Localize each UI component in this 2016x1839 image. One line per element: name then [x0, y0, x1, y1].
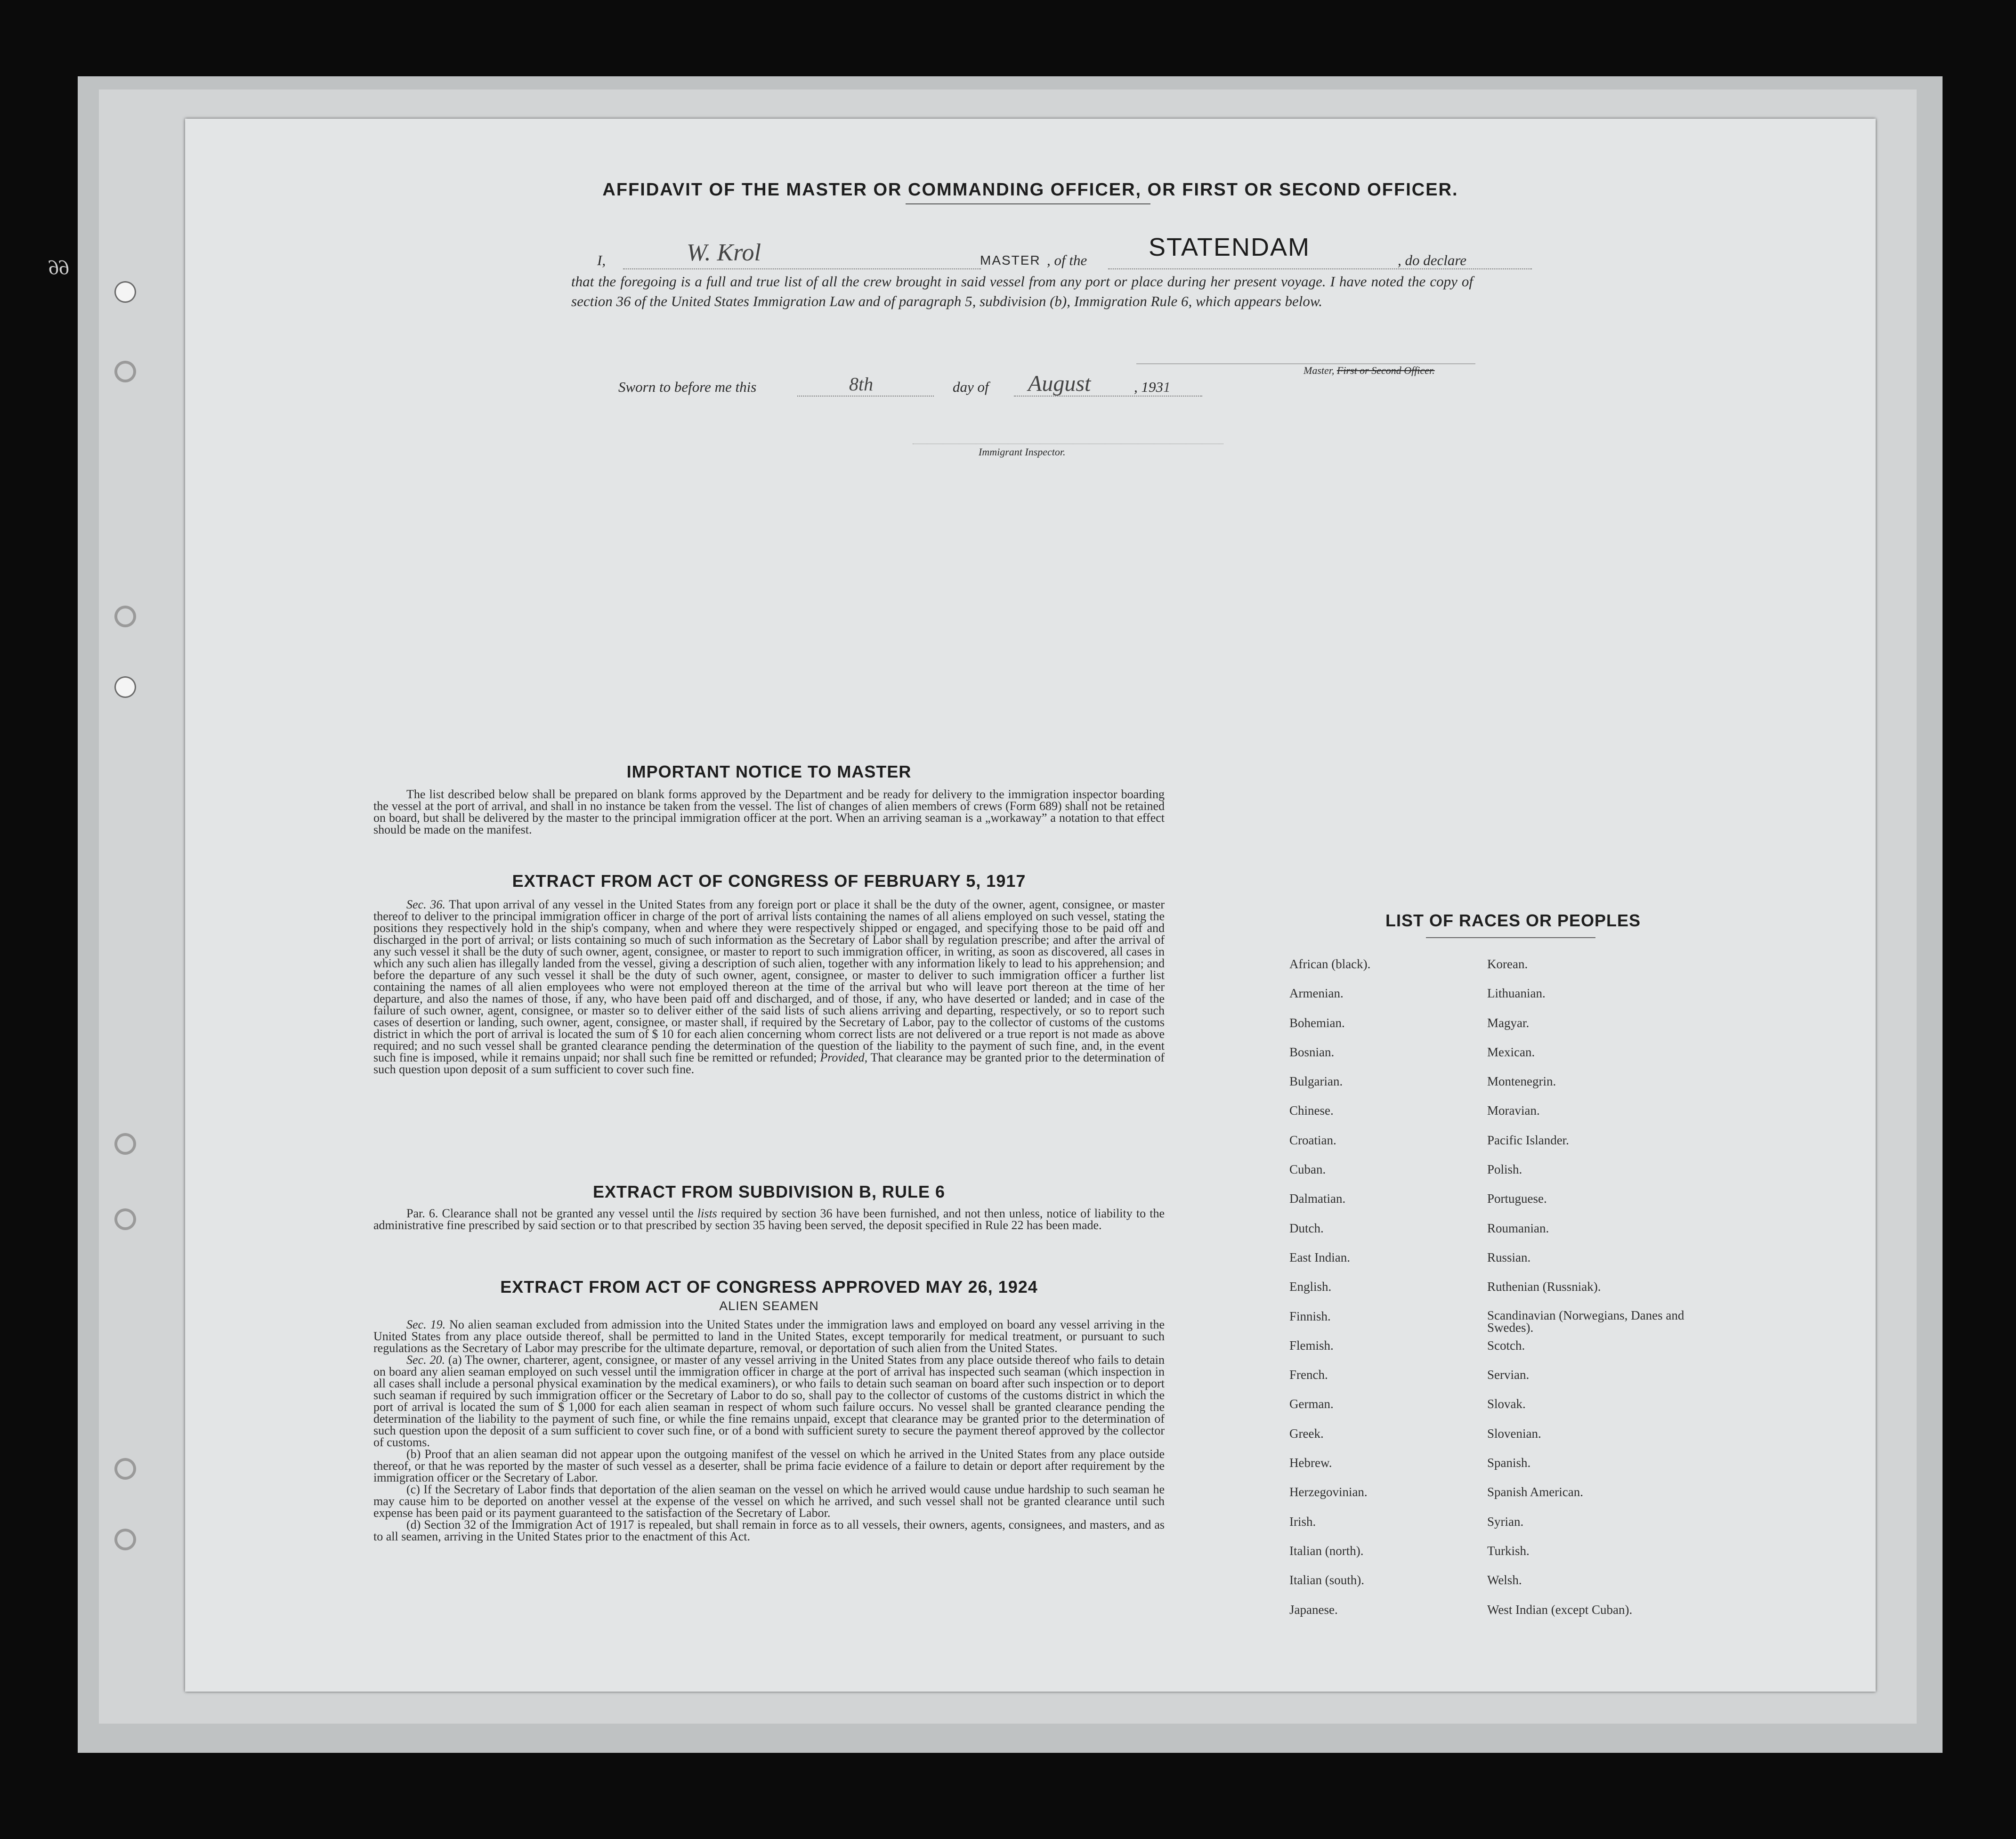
race-item: Flemish. — [1289, 1338, 1334, 1353]
rule-6-text-b: required by section 36 have been furnished, and not then unless, notice of liability to the administrative fine prescribed by said section or to that prescribed by section 35 having been served, the deposit specified in Rule 22 has been made. — [373, 1207, 1165, 1232]
race-item: Bosnian. — [1289, 1045, 1335, 1059]
binder-ring — [117, 1136, 133, 1152]
inspector-caption: Immigrant Inspector. — [979, 446, 1066, 458]
race-item: Bulgarian. — [1289, 1074, 1343, 1089]
year-suffix: 1 — [1163, 379, 1171, 395]
section-20-label: Sec. 20. — [406, 1353, 445, 1367]
race-item: Dalmatian. — [1289, 1191, 1346, 1206]
race-item: Mexican. — [1487, 1045, 1535, 1059]
vessel-name: STATENDAM — [1149, 233, 1311, 261]
sworn-day: 8th — [849, 373, 874, 395]
race-item: Scandinavian (Norwegians, Danes and Swedes). — [1487, 1308, 1684, 1335]
race-item: German. — [1289, 1397, 1334, 1411]
sworn-month: August — [1028, 371, 1091, 396]
extract-1924-text — [373, 1319, 1165, 1542]
master-caption-text: Master, — [1304, 365, 1335, 376]
extract-1924-title: EXTRACT FROM ACT OF CONGRESS APPROVED MAY 26, 1924 — [500, 1277, 1038, 1296]
races-right-column — [1487, 957, 1690, 1632]
binder-hole — [114, 676, 136, 698]
rule-6-text-a: Par. 6. Clearance shall not be granted any vessel until the — [406, 1207, 694, 1220]
race-item: Ruthenian (Russniak). — [1487, 1280, 1601, 1294]
binder-ring — [117, 1211, 133, 1227]
race-item: Spanish. — [1487, 1456, 1531, 1470]
section-20b: (b) Proof that an alien seaman did not appear upon the outgoing manifest of the vessel on which he arrived in the United States from any place outside thereof, or that he was reported by the master of such vessel as a deserter, shall be prima facie evidence of a failure to detain or deport after requirement by the immigration officer or the Secretary of Labor. — [373, 1447, 1165, 1484]
day-of-label: day of — [953, 379, 989, 395]
race-item: Pacific Islander. — [1487, 1133, 1569, 1147]
race-item: Welsh. — [1487, 1573, 1522, 1588]
races-left-column — [1289, 957, 1478, 1632]
struck-officer-text: First or Second Officer. — [1336, 365, 1435, 376]
binder-ring — [117, 1461, 133, 1477]
binder-ring — [117, 1531, 133, 1547]
extract-1917-title: EXTRACT FROM ACT OF CONGRESS OF FEBRUARY 5, 1917 — [512, 871, 1026, 891]
section-19-body: No alien seaman excluded from admission into the United States under the immigration laws and employed on board any vessel arriving in the United States from any place outside thereof, shall be permitted to land in the United States, except temporarily for medical treatment, or pursuant to such regulations as the Secretary of Labor may prescribe for the ultimate departure, removal, or deportation of such alien from the United States. — [373, 1318, 1165, 1355]
race-item: Chinese. — [1289, 1103, 1334, 1118]
race-item: English. — [1289, 1280, 1332, 1294]
race-item: Japanese. — [1289, 1602, 1338, 1617]
vessel-line — [1108, 268, 1532, 269]
year-prefix: , 193 — [1134, 379, 1163, 395]
race-item: Syrian. — [1487, 1514, 1524, 1529]
provided-label: Provided, — [820, 1051, 868, 1064]
race-item: Lithuanian. — [1487, 986, 1546, 1001]
race-item: Italian (south). — [1289, 1573, 1364, 1588]
margin-mark: 66 — [49, 256, 69, 279]
section-36-label: Sec. 36. — [406, 898, 445, 911]
race-item: Moravian. — [1487, 1103, 1540, 1118]
binder-ring — [117, 608, 133, 624]
section-19-label: Sec. 19. — [406, 1318, 446, 1331]
rule-6-text — [373, 1207, 1165, 1231]
race-item: Servian. — [1487, 1368, 1530, 1382]
races-title-rule — [1426, 937, 1595, 938]
declaration-text: that the foregoing is a full and true list of all the crew brought in said vessel from any port or place during her present voyage. I have noted the copy of section 36 of the United States Immigration Law and of paragraph 5, subdivision (b), Immigration Rule 6, which appears below. — [571, 273, 1473, 309]
race-item: Russian. — [1487, 1250, 1531, 1264]
signature-line — [623, 268, 981, 269]
race-item: Greek. — [1289, 1426, 1324, 1441]
race-item: Montenegrin. — [1487, 1074, 1556, 1089]
extract-1917-text — [373, 899, 1165, 1075]
section-19 — [373, 1319, 1165, 1354]
race-item: Korean. — [1487, 957, 1528, 971]
do-declare-label: , do declare — [1398, 252, 1467, 268]
affidavit-title-rule — [906, 203, 1150, 204]
race-item: Slovak. — [1487, 1397, 1526, 1411]
section-20a — [373, 1354, 1165, 1448]
race-item: Polish. — [1487, 1162, 1522, 1177]
race-item: Turkish. — [1487, 1543, 1530, 1558]
section-20d: (d) Section 32 of the Immigration Act of 1917 is repealed, but shall remain in force as to all vessels, their owners, agents, consignees, and masters, and as to all seamen, arriving in the United States prior to the enactment of this Act. — [373, 1518, 1165, 1543]
race-item: West Indian (except Cuban). — [1487, 1602, 1633, 1617]
notice-title: IMPORTANT NOTICE TO MASTER — [626, 762, 912, 781]
notice-text: The list described below shall be prepared on blank forms approved by the Department and be ready for delivery to the immigration inspector boarding the vessel at the port of arrival, and shall in no instance be taken from the vessel. The list of changes of alien members of crews (Form 689) shall not be retained on board, but shall be delivered by the master to the principal immigration officer at the port. When an arriving seaman is a „workaway” a notation to that effect should be made on the manifest. — [373, 787, 1165, 836]
race-item: Spanish American. — [1487, 1485, 1583, 1499]
race-item: Bohemian. — [1289, 1015, 1345, 1030]
section-36-body: That upon arrival of any vessel in the United States from any foreign port or place it shall be the duty of the owner, agent, consignee, or master thereof to deliver to the principal immigration officer in charge of the port of arrival lists containing the names of all aliens employed on such vessel, stating the positions they respectively hold in the ship's company, when and where they were respectively shipped or engaged, and specifying those to be paid off and discharged in the port of arrival; or lists containing so much of such information as the Secretary of Labor shall by regulation prescribe; and after the arrival of any such vessel it shall be the duty of such owner, agent, consignee, or master to report to such immigration officer, in writing, as soon as discovered, all cases in which any such alien has illegally landed from the vessel, giving a description of such alien, together with any information likely to lead to his apprehension; and before the departure of any such vessel it shall be the duty of such owner, agent, consignee, or master to deliver to such immigration officer a further list containing the names of all alien employees who were not employed thereon at the time of the arrival but who will leave port thereon at the time of her departure, and also the names of those, if any, who have been paid off and discharged, and of those, if any, who have deserted or landed; and in case of the failure of such owner, agent, consignee, or master so to deliver either of the said lists of such aliens arriving and departing, respectively, or so to report such cases of desertion or landing, such owner, agent, consignee, or master shall, if required by the Secretary of Labor, pay to the collector of customs of the customs district in which the port of arrival is located the sum of $ 10 for each alien concerning whom correct lists are not delivered or a true report is not made as above required; and no such vessel shall be granted clearance pending the determination of the question of the liability to the payment of such fine, and, in the event such fine is imposed, while it remains unpaid; nor shall such fine be remitted or refunded; — [373, 898, 1165, 1064]
race-item: Cuban. — [1289, 1162, 1326, 1177]
race-item: Croatian. — [1289, 1133, 1336, 1147]
race-item: African (black). — [1289, 957, 1371, 971]
race-item: Armenian. — [1289, 986, 1344, 1001]
section-36-end: That clearance may be granted prior to the determination of such question upon deposit of a sum sufficient to cover such fine. — [373, 1051, 1165, 1076]
race-item: Hebrew. — [1289, 1456, 1332, 1470]
race-item: Finnish. — [1289, 1309, 1331, 1323]
race-item: Scotch. — [1487, 1338, 1525, 1353]
race-item: Dutch. — [1289, 1221, 1324, 1235]
race-item: East Indian. — [1289, 1250, 1350, 1264]
race-item: Magyar. — [1487, 1015, 1530, 1030]
race-item: Slovenian. — [1487, 1426, 1541, 1441]
race-item: Herzegovinian. — [1289, 1485, 1368, 1499]
sworn-label: Sworn to before me this — [618, 379, 757, 395]
race-item: Roumanian. — [1487, 1221, 1549, 1235]
races-title: LIST OF RACES OR PEOPLES — [1385, 911, 1641, 930]
lists-word: lists — [697, 1207, 717, 1220]
race-item: Irish. — [1289, 1514, 1316, 1529]
race-item: Portuguese. — [1487, 1191, 1547, 1206]
rule-6-title: EXTRACT FROM SUBDIVISION B, RULE 6 — [592, 1182, 946, 1201]
race-item: Italian (north). — [1289, 1543, 1364, 1558]
race-item: French. — [1289, 1368, 1328, 1382]
affidavit-pronoun: I, — [597, 252, 606, 268]
binder-hole — [114, 281, 136, 303]
section-20c: (c) If the Secretary of Labor finds that deportation of the alien seaman on the vessel on which he arrived would cause undue hardship to such seaman he may cause him to be deported on another vessel at the expense of the vessel on which he arrived, and such vessel shall not be granted clearance until such expense has been paid or its payment guaranteed to the satisfaction of the Secretary of Labor. — [373, 1483, 1165, 1520]
document-page — [49, 119, 1876, 1692]
affidavit-title: AFFIDAVIT OF THE MASTER OR COMMANDING OFFICER, OR FIRST OR SECOND OFFICER. — [602, 180, 1458, 200]
binder-ring — [117, 364, 133, 380]
sworn-day-line — [797, 396, 934, 397]
alien-seamen-subtitle: ALIEN SEAMEN — [719, 1299, 819, 1313]
master-caption — [1304, 365, 1435, 377]
of-the-label: , of the — [1047, 252, 1087, 268]
master-signature: W. Krol — [687, 239, 761, 266]
master-label: MASTER — [980, 253, 1041, 267]
sworn-year — [1134, 379, 1171, 396]
section-20a-body: (a) The owner, charterer, agent, consignee, or master of any vessel arriving in the United States from any place outside thereof who fails to detain on board any alien seaman employed on such vessel until the immigration officer in charge at the port of arrival has inspected such seaman (which inspection in all cases shall include a personal physical examination by the medical examiners), or who fails to detain such seaman on board after such inspection or to deport such seaman if required by such immigration officer or the Secretary of Labor to do so, shall pay to the collector of customs of the customs district in which the port of arrival is located the sum of $ 1,000 for each alien seaman in respect of whom such failure occurs. No vessel shall be granted clearance pending the determination of the liability to the payment of such fine, or while the fine remains unpaid, except that clearance may be granted prior to the determination of such question upon the deposit of a sum sufficient to cover such fine, or of a bond with sufficient surety to secure the payment thereof approved by the collector of customs. — [373, 1353, 1165, 1449]
